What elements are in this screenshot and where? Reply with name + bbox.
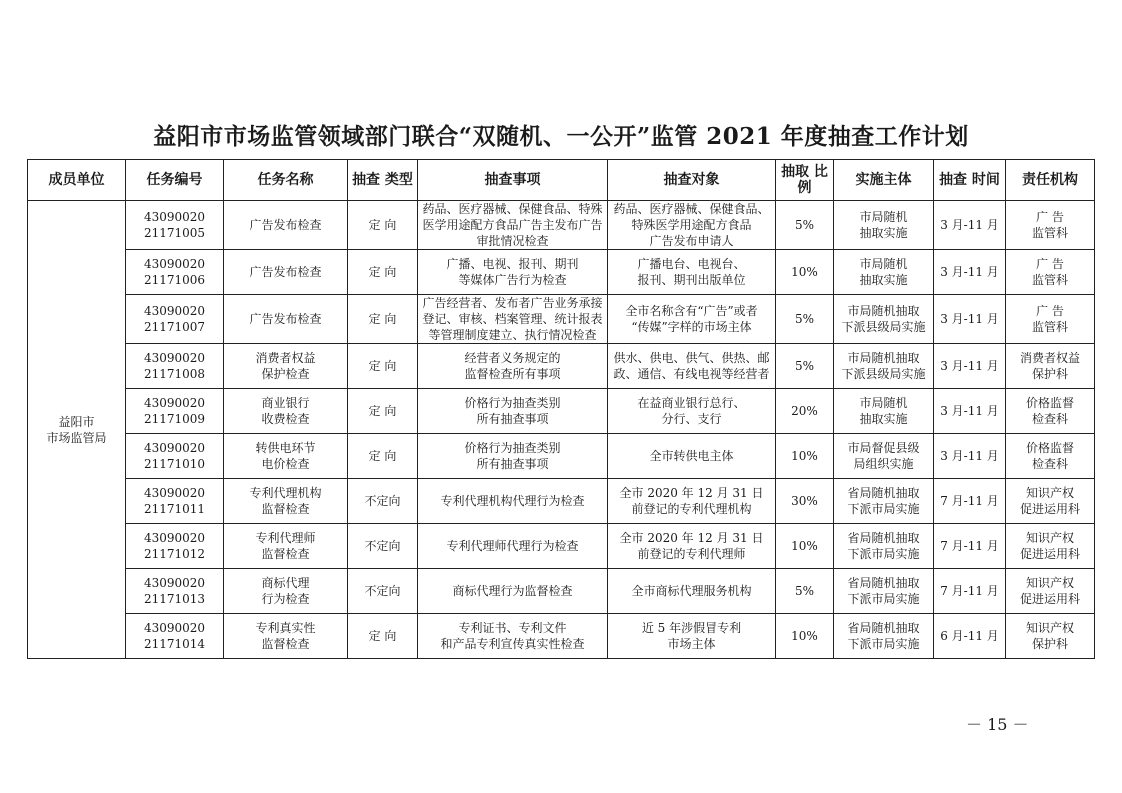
time-cell: 3 月-11 月	[934, 201, 1006, 250]
responsible-org-cell: 价格监督 检查科	[1006, 389, 1095, 434]
executor-cell: 市局随机抽取 下派县级局实施	[834, 295, 934, 344]
table-row	[28, 389, 1095, 434]
task-id-cell: 43090020 21171009	[126, 389, 224, 434]
executor-cell: 市局随机 抽取实施	[834, 250, 934, 295]
ratio-cell: 5%	[776, 201, 834, 250]
check-objects-cell: 药品、医疗器械、保健食品、 特殊医学用途配方食品 广告发布申请人	[608, 201, 776, 250]
table-header-row	[28, 160, 1095, 201]
check-objects-cell: 近 5 年涉假冒专利 市场主体	[608, 614, 776, 659]
responsible-org-cell: 知识产权 保护科	[1006, 614, 1095, 659]
check-objects-cell: 广播电台、电视台、 报刊、期刊出版单位	[608, 250, 776, 295]
check-type-cell: 定 向	[348, 344, 418, 389]
executor-cell: 省局随机抽取 下派市局实施	[834, 569, 934, 614]
time-cell: 6 月-11 月	[934, 614, 1006, 659]
task-name-cell: 商标代理 行为检查	[224, 569, 348, 614]
table-row	[28, 614, 1095, 659]
executor-cell: 省局随机抽取 下派市局实施	[834, 524, 934, 569]
task-name-cell: 商业银行 收费检查	[224, 389, 348, 434]
ratio-cell: 5%	[776, 344, 834, 389]
ratio-cell: 10%	[776, 614, 834, 659]
header-time: 抽查 时间	[934, 160, 1006, 201]
header-executor: 实施主体	[834, 160, 934, 201]
ratio-cell: 10%	[776, 434, 834, 479]
responsible-org-cell: 知识产权 促进运用科	[1006, 524, 1095, 569]
task-id-cell: 43090020 21171012	[126, 524, 224, 569]
check-objects-cell: 全市 2020 年 12 月 31 日 前登记的专利代理机构	[608, 479, 776, 524]
header-task-name: 任务名称	[224, 160, 348, 201]
header-check-items: 抽查事项	[418, 160, 608, 201]
table-row	[28, 295, 1095, 344]
time-cell: 7 月-11 月	[934, 524, 1006, 569]
ratio-cell: 20%	[776, 389, 834, 434]
responsible-org-cell: 知识产权 促进运用科	[1006, 569, 1095, 614]
task-name-cell: 广告发布检查	[224, 250, 348, 295]
table-row	[28, 250, 1095, 295]
time-cell: 3 月-11 月	[934, 344, 1006, 389]
executor-cell: 市局随机 抽取实施	[834, 389, 934, 434]
check-items-cell: 广告经营者、发布者广告业务承接 登记、审核、档案管理、统计报表 等管理制度建立、执行情况检查	[418, 295, 608, 344]
check-type-cell: 定 向	[348, 614, 418, 659]
responsible-org-cell: 广 告 监管科	[1006, 201, 1095, 250]
check-items-cell: 经营者义务规定的 监督检查所有事项	[418, 344, 608, 389]
time-cell: 3 月-11 月	[934, 434, 1006, 479]
responsible-org-cell: 广 告 监管科	[1006, 250, 1095, 295]
task-id-cell: 43090020 21171008	[126, 344, 224, 389]
ratio-cell: 5%	[776, 569, 834, 614]
check-objects-cell: 全市转供电主体	[608, 434, 776, 479]
task-id-cell: 43090020 21171014	[126, 614, 224, 659]
header-check-objects: 抽查对象	[608, 160, 776, 201]
check-objects-cell: 全市 2020 年 12 月 31 日 前登记的专利代理师	[608, 524, 776, 569]
check-type-cell: 定 向	[348, 250, 418, 295]
responsible-org-cell: 消费者权益 保护科	[1006, 344, 1095, 389]
check-items-cell: 价格行为抽查类别 所有抽查事项	[418, 434, 608, 479]
check-type-cell: 不定向	[348, 479, 418, 524]
check-objects-cell: 全市商标代理服务机构	[608, 569, 776, 614]
executor-cell: 市局督促县级 局组织实施	[834, 434, 934, 479]
task-id-cell: 43090020 21171013	[126, 569, 224, 614]
check-items-cell: 商标代理行为监督检查	[418, 569, 608, 614]
header-ratio: 抽取 比例	[776, 160, 834, 201]
table-row	[28, 344, 1095, 389]
table-row	[28, 569, 1095, 614]
ratio-cell: 10%	[776, 250, 834, 295]
executor-cell: 省局随机抽取 下派市局实施	[834, 479, 934, 524]
inspection-plan-table	[27, 159, 1095, 659]
table-row	[28, 524, 1095, 569]
executor-cell: 省局随机抽取 下派市局实施	[834, 614, 934, 659]
check-objects-cell: 在益商业银行总行、 分行、支行	[608, 389, 776, 434]
responsible-org-cell: 知识产权 促进运用科	[1006, 479, 1095, 524]
check-items-cell: 价格行为抽查类别 所有抽查事项	[418, 389, 608, 434]
check-items-cell: 专利证书、专利文件 和产品专利宣传真实性检查	[418, 614, 608, 659]
task-name-cell: 专利代理机构 监督检查	[224, 479, 348, 524]
check-objects-cell: 供水、供电、供气、供热、邮 政、通信、有线电视等经营者	[608, 344, 776, 389]
time-cell: 3 月-11 月	[934, 389, 1006, 434]
time-cell: 3 月-11 月	[934, 250, 1006, 295]
task-name-cell: 广告发布检查	[224, 295, 348, 344]
table-row	[28, 479, 1095, 524]
task-id-cell: 43090020 21171007	[126, 295, 224, 344]
check-type-cell: 定 向	[348, 434, 418, 479]
time-cell: 3 月-11 月	[934, 295, 1006, 344]
check-type-cell: 定 向	[348, 201, 418, 250]
header-task-id: 任务编号	[126, 160, 224, 201]
check-type-cell: 不定向	[348, 569, 418, 614]
task-id-cell: 43090020 21171010	[126, 434, 224, 479]
check-type-cell: 定 向	[348, 389, 418, 434]
ratio-cell: 10%	[776, 524, 834, 569]
task-name-cell: 专利真实性 监督检查	[224, 614, 348, 659]
header-check-type: 抽查 类型	[348, 160, 418, 201]
check-items-cell: 专利代理机构代理行为检查	[418, 479, 608, 524]
executor-cell: 市局随机 抽取实施	[834, 201, 934, 250]
header-member-unit: 成员单位	[28, 160, 126, 201]
task-name-cell: 消费者权益 保护检查	[224, 344, 348, 389]
task-id-cell: 43090020 21171005	[126, 201, 224, 250]
executor-cell: 市局随机抽取 下派县级局实施	[834, 344, 934, 389]
task-id-cell: 43090020 21171011	[126, 479, 224, 524]
task-id-cell: 43090020 21171006	[126, 250, 224, 295]
header-responsible-org: 责任机构	[1006, 160, 1095, 201]
check-type-cell: 定 向	[348, 295, 418, 344]
task-name-cell: 广告发布检查	[224, 201, 348, 250]
ratio-cell: 5%	[776, 295, 834, 344]
responsible-org-cell: 广 告 监管科	[1006, 295, 1095, 344]
page-number: － 15 －	[966, 715, 1029, 734]
check-items-cell: 专利代理师代理行为检查	[418, 524, 608, 569]
table-row	[28, 434, 1095, 479]
member-unit-cell: 益阳市 市场监管局	[28, 201, 126, 659]
check-type-cell: 不定向	[348, 524, 418, 569]
check-items-cell: 药品、医疗器械、保健食品、特殊 医学用途配方食品广告主发布广告 审批情况检查	[418, 201, 608, 250]
check-objects-cell: 全市名称含有“广告”或者 “传媒”字样的市场主体	[608, 295, 776, 344]
ratio-cell: 30%	[776, 479, 834, 524]
time-cell: 7 月-11 月	[934, 479, 1006, 524]
time-cell: 7 月-11 月	[934, 569, 1006, 614]
check-items-cell: 广播、电视、报刊、期刊 等媒体广告行为检查	[418, 250, 608, 295]
table-row	[28, 201, 1095, 250]
responsible-org-cell: 价格监督 检查科	[1006, 434, 1095, 479]
document-title: 益阳市市场监管领域部门联合“双随机、一公开”监管 2021 年度抽查工作计划	[153, 123, 969, 150]
task-name-cell: 专利代理师 监督检查	[224, 524, 348, 569]
task-name-cell: 转供电环节 电价检查	[224, 434, 348, 479]
